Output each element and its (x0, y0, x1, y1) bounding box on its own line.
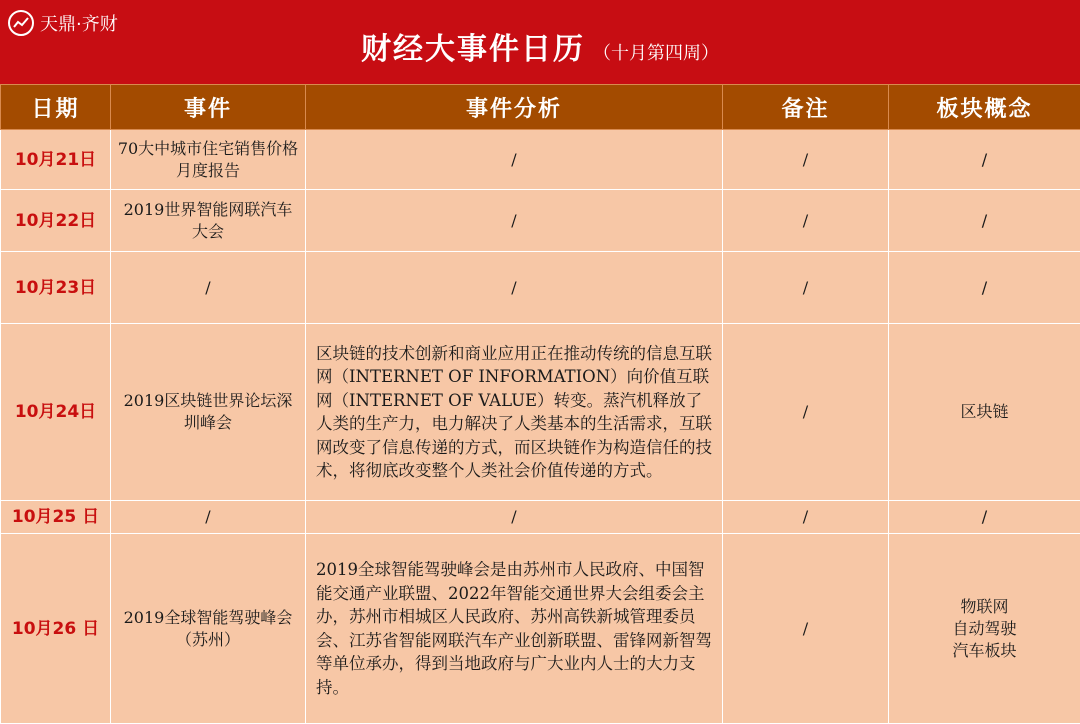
date-cell: 10月26 日 (1, 534, 111, 724)
date-cell: 10月24日 (1, 324, 111, 501)
date-cell: 10月25 日 (1, 501, 111, 534)
analysis-cell: 2019全球智能驾驶峰会是由苏州市人民政府、中国智能交通产业联盟、2022年智能交通世界大会组委会主办，苏州市相城区人民政府、苏州高铁新城管理委员会、江苏省智能网联汽车产业创新联盟、雷锋网新智驾等单位承办，得到当地政府与广大业内人士的大力支持。 (306, 534, 723, 724)
col-header-date: 日期 (1, 85, 111, 130)
table-row (1, 190, 1080, 252)
event-cell: 70大中城市住宅销售价格月度报告 (111, 130, 306, 190)
concept-item: 汽车板块 (895, 640, 1074, 662)
note-cell: / (723, 324, 889, 501)
concept-cell (889, 324, 1080, 501)
concept-cell (889, 501, 1080, 534)
header-banner (0, 0, 1080, 84)
concept-cell (889, 252, 1080, 324)
concept-item: 物联网 (895, 596, 1074, 618)
concept-cell (889, 190, 1080, 252)
concept-item: / (895, 149, 1074, 171)
concept-cell (889, 130, 1080, 190)
col-header-concept: 板块概念 (889, 85, 1080, 130)
date-cell: 10月22日 (1, 190, 111, 252)
analysis-cell: / (306, 190, 723, 252)
note-cell: / (723, 501, 889, 534)
event-cell: 2019世界智能网联汽车大会 (111, 190, 306, 252)
note-cell: / (723, 534, 889, 724)
note-cell: / (723, 252, 889, 324)
col-header-analysis: 事件分析 (306, 85, 723, 130)
note-cell: / (723, 190, 889, 252)
events-table (0, 84, 1080, 724)
table-header-row (1, 85, 1080, 130)
logo-text: 天鼎·齐财 (40, 10, 118, 36)
col-header-note: 备注 (723, 85, 889, 130)
table-row (1, 324, 1080, 501)
page-subtitle: （十月第四周） (593, 43, 719, 64)
table-row (1, 534, 1080, 724)
concept-item: / (895, 210, 1074, 232)
concept-cell (889, 534, 1080, 724)
analysis-cell: 区块链的技术创新和商业应用正在推动传统的信息互联网（INTERNET OF INFORMATION）向价值互联网（INTERNET OF VALUE）转变。蒸汽机释放了人类的生产力，电力解决了人类基本的生活需求，互联网改变了信息传递的方式，而区块链作为构造信任的技术，将彻底改变整个人类社会价值传递的方式。 (306, 324, 723, 501)
event-cell: 2019区块链世界论坛深圳峰会 (111, 324, 306, 501)
concept-item: / (895, 277, 1074, 299)
date-cell: 10月21日 (1, 130, 111, 190)
concept-item: 自动驾驶 (895, 618, 1074, 640)
concept-item: 区块链 (895, 401, 1074, 423)
event-cell: 2019全球智能驾驶峰会（苏州） (111, 534, 306, 724)
table-row (1, 501, 1080, 534)
table-row (1, 252, 1080, 324)
note-cell: / (723, 130, 889, 190)
page-title: 财经大事件日历 (361, 32, 585, 67)
col-header-event: 事件 (111, 85, 306, 130)
analysis-cell: / (306, 130, 723, 190)
date-cell: 10月23日 (1, 252, 111, 324)
analysis-cell: / (306, 252, 723, 324)
analysis-cell: / (306, 501, 723, 534)
event-cell: / (111, 501, 306, 534)
concept-item: / (895, 506, 1074, 528)
event-cell: / (111, 252, 306, 324)
table-row (1, 130, 1080, 190)
